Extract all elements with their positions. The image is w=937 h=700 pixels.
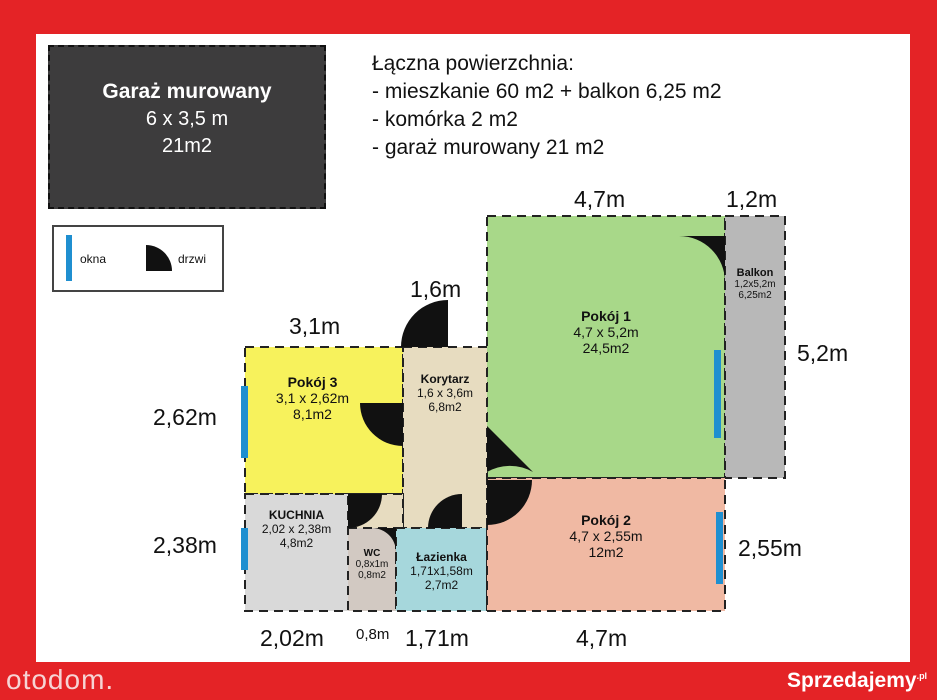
room-pokoj3-dims: 3,1 x 2,62m [275, 390, 350, 406]
dim-bottom-kuchnia: 2,02m [260, 625, 324, 651]
window-pokoj1 [714, 350, 721, 438]
summary-line-storage: - komórka 2 m2 [372, 108, 518, 131]
room-kuchnia-name: KUCHNIA [268, 508, 325, 522]
legend-door-label: drzwi [178, 252, 207, 266]
room-korytarz-name: Korytarz [420, 372, 470, 386]
room-balkon-shape [725, 216, 785, 478]
room-pokoj2 [487, 512, 725, 560]
garage-area: 21m2 [161, 135, 213, 157]
room-pokoj2-area: 12m2 [588, 544, 624, 560]
sprzedajemy-logo-text: Sprzedajemy [787, 669, 917, 692]
garage-title: Garaż murowany [102, 80, 272, 103]
room-wc-area: 0,8m2 [358, 570, 386, 581]
room-kuchnia-area: 4,8m2 [279, 536, 314, 550]
room-pokoj3-name: Pokój 3 [287, 374, 338, 390]
room-lazienka [396, 550, 487, 592]
dim-bottom-wc: 0,8m [356, 626, 390, 643]
summary-line-apartment: - mieszkanie 60 m2 + balkon 6,25 m2 [372, 80, 722, 103]
room-pokoj2-dims: 4,7 x 2,55m [569, 528, 643, 544]
room-lazienka-name: Łazienka [416, 550, 467, 564]
room-lazienka-area: 2,7m2 [424, 578, 459, 592]
dim-top-balkon: 1,2m [726, 186, 778, 212]
sprzedajemy-logo [787, 669, 927, 693]
dim-right-pokoj1: 5,2m [797, 340, 849, 366]
room-lazienka-dims: 1,71x1,58m [410, 564, 473, 578]
room-wc-dims: 0,8x1m [355, 559, 389, 570]
room-pokoj1 [487, 308, 725, 356]
room-balkon-dims: 1,2x5,2m [734, 279, 776, 290]
dim-top-pokoj1: 4,7m [574, 186, 626, 212]
dim-bottom-pokoj2: 4,7m [576, 625, 628, 651]
room-pokoj1-area: 24,5m2 [582, 340, 630, 356]
dim-right-pokoj2: 2,55m [738, 535, 802, 561]
room-balkon-area: 6,25m2 [738, 290, 772, 301]
summary-heading: Łączna powierzchnia: [372, 52, 574, 75]
room-pokoj3-area: 8,1m2 [293, 406, 332, 422]
room-pokoj1-name: Pokój 1 [581, 308, 631, 324]
dim-left-kuchnia: 2,38m [153, 532, 217, 558]
room-balkon [725, 267, 785, 301]
room-pokoj2-name: Pokój 2 [581, 512, 631, 528]
room-kuchnia [245, 508, 348, 550]
room-korytarz-dims: 1,6 x 3,6m [416, 386, 474, 400]
room-korytarz [403, 372, 487, 414]
door-entrance [401, 300, 448, 347]
room-balkon-name: Balkon [736, 267, 774, 279]
dim-top-pokoj3: 3,1m [289, 313, 341, 339]
room-kuchnia-dims: 2,02 x 2,38m [261, 522, 332, 536]
room-korytarz-area: 6,8m2 [428, 400, 462, 414]
dim-bottom-lazienka: 1,71m [405, 625, 469, 651]
otodom-logo: otodom. [6, 664, 115, 695]
room-pokoj1-dims: 4,7 x 5,2m [573, 324, 639, 340]
sprzedajemy-logo-suffix: .pl [916, 671, 928, 681]
summary-line-garage: - garaż murowany 21 m2 [372, 136, 605, 159]
dim-left-pokoj3: 2,62m [153, 404, 217, 430]
room-wc-name: WC [363, 548, 381, 559]
legend-window-label: okna [80, 252, 107, 266]
room-wc [348, 548, 396, 581]
dim-top-korytarz: 1,6m [410, 276, 462, 302]
room-pokoj3 [245, 374, 380, 422]
garage-dims: 6 x 3,5 m [145, 108, 229, 130]
